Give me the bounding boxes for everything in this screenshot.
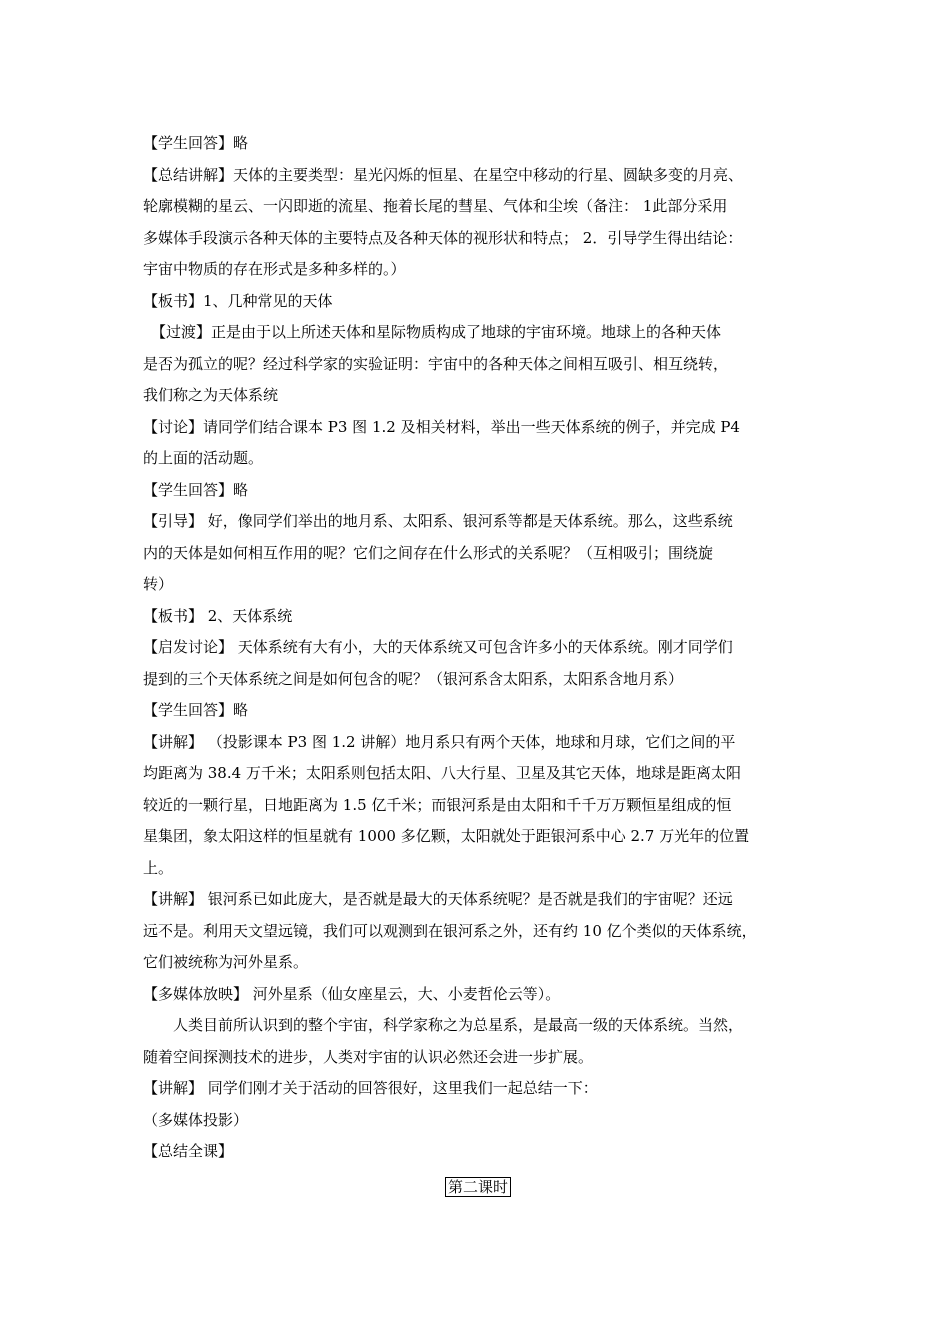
paragraph-line: 【引导】 好，像同学们举出的地月系、太阳系、银河系等都是天体系统。那么，这些系统 [143, 512, 733, 530]
paragraph-line: 【启发讨论】 天体系统有大有小，大的天体系统又可包含许多小的天体系统。刚才同学们 [143, 638, 733, 656]
document-body [143, 128, 813, 1203]
paragraph-line: 【讲解】 同学们刚才关于活动的回答很好，这里我们一起总结一下： [143, 1079, 598, 1097]
paragraph-line: 【过渡】正是由于以上所述天体和星际物质构成了地球的宇宙环境。地球上的各种天体 [151, 323, 722, 341]
paragraph-line: 是否为孤立的呢？经过科学家的实验证明：宇宙中的各种天体之间相互吸引、相互绕转， [143, 354, 729, 373]
paragraph-line: 【总结全课】 [143, 1142, 234, 1160]
section-heading: 第二课时 [445, 1177, 511, 1197]
paragraph-line: 【学生回答】略 [143, 480, 249, 499]
paragraph-line: 【讲解】 银河系已如此庞大，是否就是最大的天体系统呢？是否就是我们的宇宙呢？还远 [143, 890, 733, 908]
paragraph-line: 星集团，象太阳这样的恒星就有 1000 多亿颗，太阳就处于距银河系中心 2.7 万光年的位置 [143, 827, 750, 845]
paragraph-line: 【学生回答】略 [143, 134, 249, 152]
paragraph-line: 我们称之为天体系统 [143, 386, 279, 404]
paragraph-line: 多媒体手段演示各种天体的主要特点及各种天体的视形状和特点； 2．引导学生得出结论： [143, 228, 743, 247]
paragraph-line: 【多媒体放映】 河外星系（仙女座星云，大、小麦哲伦云等）。 [143, 984, 561, 1003]
paragraph-line: 宇宙中物质的存在形式是多种多样的。） [143, 260, 406, 278]
paragraph-line: 较近的一颗行星，日地距离为 1.5 亿千米；而银河系是由太阳和千千万万颗恒星组成的恒 [143, 795, 732, 814]
paragraph-line: 远不是。利用天文望远镜，我们可以观测到在银河系之外，还有约 10 亿个类似的天体系统， [143, 921, 757, 940]
paragraph-line: 【板书】1、几种常见的天体 [143, 291, 333, 310]
paragraph-line: 转） [143, 575, 174, 593]
paragraph-line: 轮廓模糊的星云、一闪即逝的流星、拖着长尾的彗星、气体和尘埃（备注： 1此部分采用 [143, 197, 728, 215]
paragraph-line: 随着空间探测技术的进步，人类对宇宙的认识必然还会进一步扩展。 [143, 1047, 594, 1066]
paragraph-line: 内的天体是如何相互作用的呢？它们之间存在什么形式的关系呢？（互相吸引；围绕旋 [143, 543, 714, 562]
paragraph-line: 均距离为 38.4 万千米；太阳系则包括太阳、八大行星、卫星及其它天体，地球是距离太阳 [143, 764, 741, 782]
paragraph-line: 人类目前所认识到的整个宇宙，科学家称之为总星系，是最高一级的天体系统。当然， [173, 1016, 744, 1034]
paragraph-line: 上。 [143, 858, 174, 877]
paragraph-line: 提到的三个天体系统之间是如何包含的呢？（银河系含太阳系，太阳系含地月系） [143, 669, 684, 688]
paragraph-line: 它们被统称为河外星系。 [143, 953, 309, 971]
paragraph-line: 【讲解】 （投影课本 P3 图 1.2 讲解）地月系只有两个天体，地球和月球，它们之间的平 [143, 732, 736, 751]
paragraph-line: 【学生回答】略 [143, 701, 249, 719]
section-heading-wrap [143, 1172, 813, 1204]
paragraph-line: 的上面的活动题。 [143, 449, 264, 467]
paragraph-line: 【板书】 2、天体系统 [143, 606, 293, 625]
paragraph-line: 【讨论】请同学们结合课本 P3 图 1.2 及相关材料，举出一些天体系统的例子，并完成 P4 [143, 417, 740, 436]
paragraph-line: （多媒体投影） [143, 1110, 249, 1129]
paragraph-line: 【总结讲解】天体的主要类型：星光闪烁的恒星、在星空中移动的行星、圆缺多变的月亮、 [143, 165, 744, 184]
